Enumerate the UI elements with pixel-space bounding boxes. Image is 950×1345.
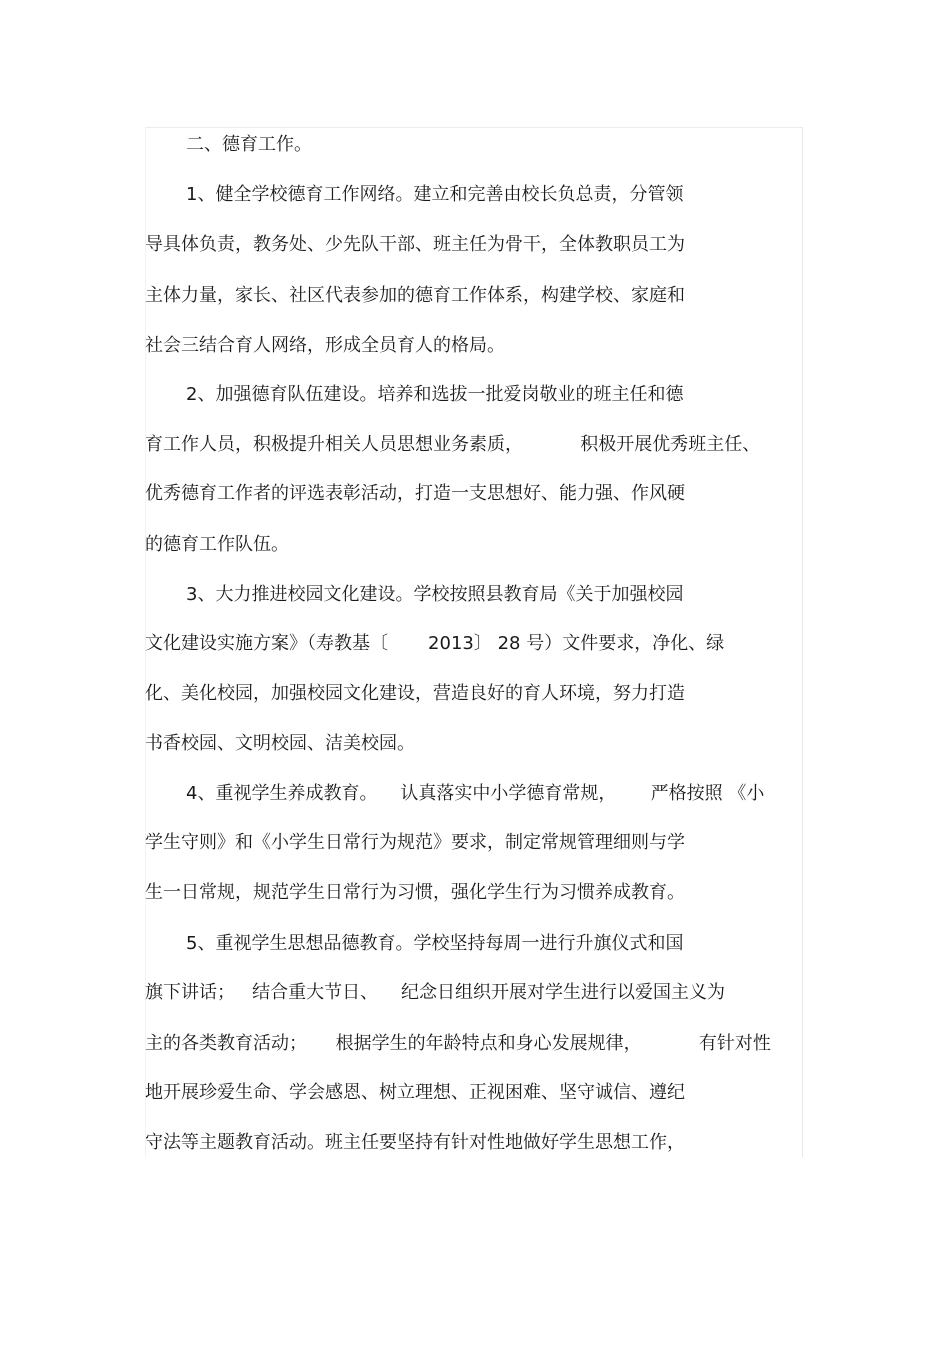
paragraph-line: 学生守则》和《小学生日常行为规范》要求，制定常规管理细则与学 (145, 832, 685, 853)
paragraph-line: 1、健全学校德育工作网络。建立和完善由校长负总责，分管领 (186, 184, 684, 205)
paragraph-line: 5、重视学生思想品德教育。学校坚持每周一进行升旗仪式和国 (186, 933, 684, 954)
paragraph-line: 社会三结合育人网络，形成全员育人的格局。 (145, 335, 505, 356)
section-heading: 二、德育工作。 (186, 134, 312, 155)
paragraph-line: 2、加强德育队伍建设。培养和选拔一批爱岗敬业的班主任和德 (186, 384, 684, 405)
paragraph-line: 4、重视学生养成教育。 认真落实中小学德育常规， 严格按照 《小 (186, 783, 765, 804)
paragraph-line: 生一日常规，规范学生日常行为习惯，强化学生行为习惯养成教育。 (145, 882, 685, 903)
paragraph-line: 3、大力推进校园文化建设。学校按照县教育局《关于加强校园 (186, 584, 684, 605)
paragraph-line: 导具体负责，教务处、少先队干部、班主任为骨干，全体教职员工为 (145, 234, 685, 255)
paragraph-line: 育工作人员，积极提升相关人员思想业务素质， 积极开展优秀班主任、 (145, 434, 761, 455)
paragraph-line: 化、美化校园，加强校园文化建设，营造良好的育人环境，努力打造 (145, 683, 685, 704)
paragraph-line: 文化建设实施方案》（寿教基〔 2013〕 28 号）文件要求，净化、绿 (145, 633, 725, 654)
paragraph-line: 旗下讲话； 结合重大节日、 纪念日组织开展对学生进行以爱国主义为 (145, 982, 726, 1003)
paragraph-line: 主的各类教育活动； 根据学生的年龄特点和身心发展规律， 有针对性 (145, 1033, 771, 1054)
paragraph-line: 主体力量，家长、社区代表参加的德育工作体系，构建学校、家庭和 (145, 285, 685, 306)
paragraph-line: 的德育工作队伍。 (145, 534, 289, 555)
paragraph-line: 守法等主题教育活动。班主任要坚持有针对性地做好学生思想工作， (145, 1132, 685, 1153)
paragraph-line: 书香校园、文明校园、洁美校园。 (145, 733, 415, 754)
paragraph-line: 地开展珍爱生命、学会感恩、树立理想、正视困难、坚守诚信、遵纪 (145, 1082, 685, 1103)
paragraph-line: 优秀德育工作者的评选表彰活动，打造一支思想好、能力强、作风硬 (145, 483, 685, 504)
